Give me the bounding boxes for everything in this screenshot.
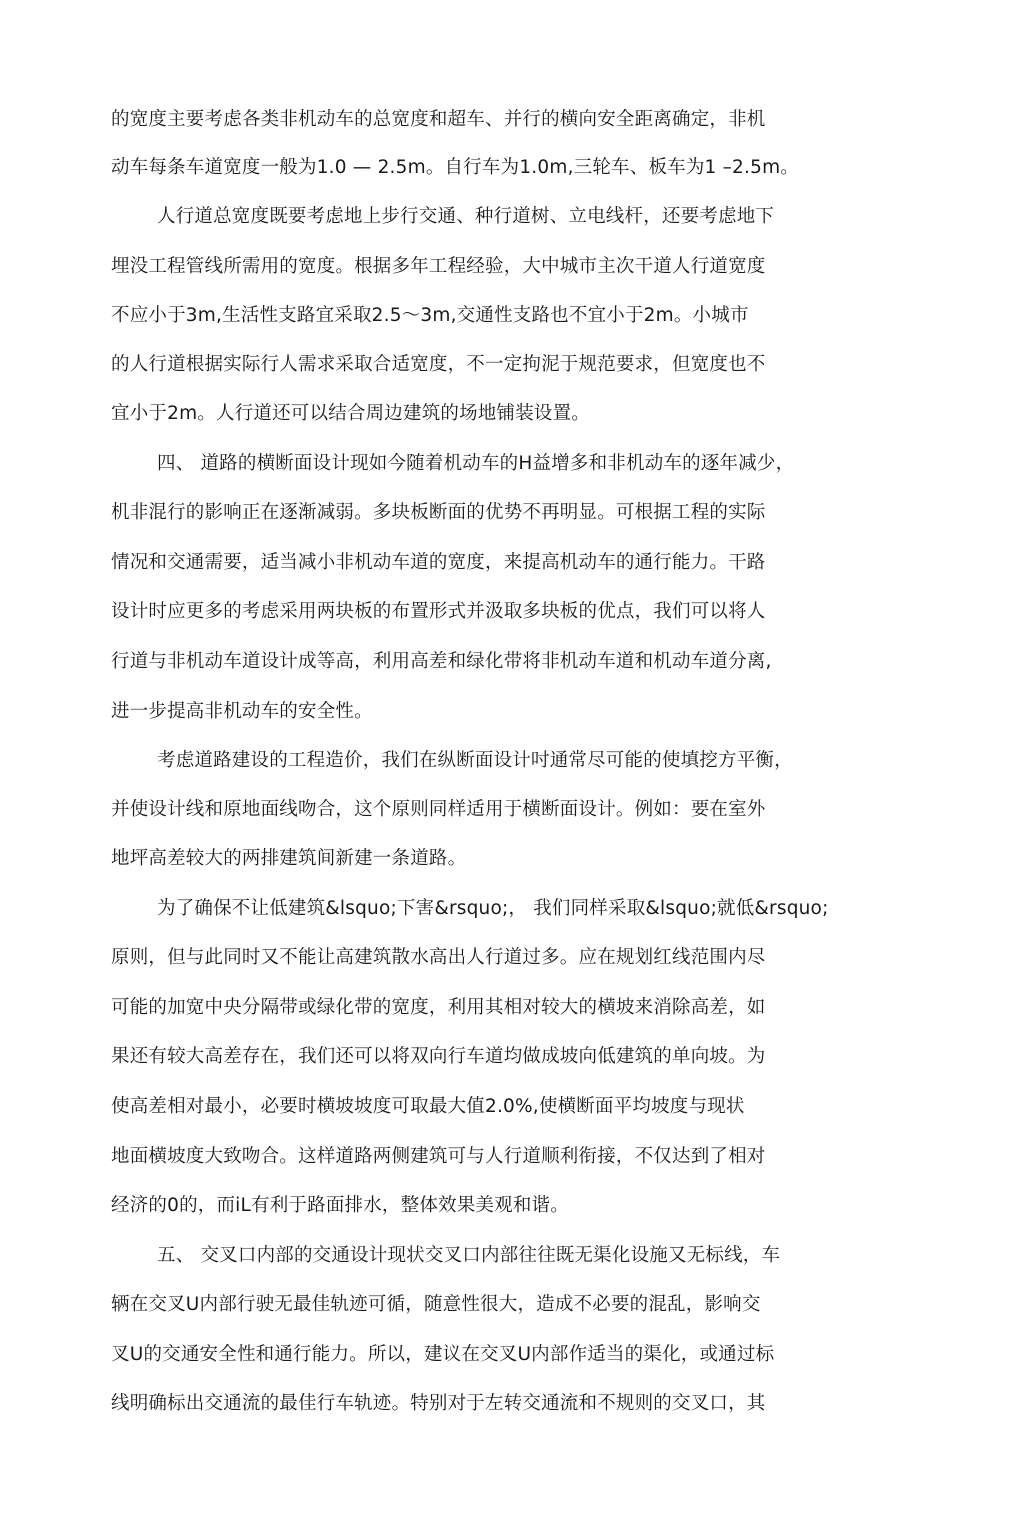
- text-line: 不应小于3m,生活性支路宜采取2.5～3m,交通性支路也不宜小于2m。小城市: [111, 305, 749, 326]
- text-line: 可能的加宽中央分隔带或绿化带的宽度，利用其相对较大的横坡来消除高差，如: [111, 997, 766, 1018]
- text-line: 行道与非机动车道设计成等高，利用高差和绿化带将非机动车道和机动车道分离,: [111, 651, 772, 672]
- text-line: 线明确标出交通流的最佳行车轨迹。特别对于左转交通流和不规则的交叉口，其: [111, 1393, 766, 1414]
- text-line: 四、 道路的横断面设计现如今随着机动车的H益增多和非机动车的逐年减少，: [157, 453, 795, 474]
- text-line: 情况和交通需要，适当减小非机动车道的宽度，来提高机动车的通行能力。干路: [111, 552, 766, 573]
- text-line: 并使设计线和原地面线吻合，这个原则同样适用于横断面设计。例如：要在室外: [111, 799, 766, 820]
- text-line: 动车每条车道宽度一般为1.0 — 2.5m。自行车为1.0m,三轮车、板车为1 –2.5m。: [111, 157, 799, 178]
- text-line: 的宽度主要考虑各类非机动车的总宽度和超车、并行的横向安全距离确定，非机: [111, 109, 766, 130]
- text-line: 为了确保不让低建筑&lsquo;下害&rsquo;， 我们同样采取&lsquo;就低&rsquo;: [157, 898, 829, 919]
- text-line: 果还有较大高差存在，我们还可以将双向行车道均做成坡向低建筑的单向坡。为: [111, 1046, 766, 1067]
- text-line: 人行道总宽度既要考虑地上步行交通、种行道树、立电线杆，还要考虑地下: [157, 206, 775, 227]
- text-line: 使高差相对最小，必要时横坡坡度可取最大值2.0%,使横断面平均坡度与现状: [111, 1096, 745, 1117]
- text-line: 原则，但与此同时又不能让高建筑散水高出人行道过多。应在规划红线范围内尽: [111, 947, 766, 968]
- text-line: 经济的0的，而iL有利于路面排水，整体效果美观和谐。: [111, 1195, 569, 1216]
- text-line: 考虑道路建设的工程造价，我们在纵断面设计吋通常尽可能的使填挖方平衡，: [157, 750, 793, 771]
- text-line: 进一步提高非机动车的安全性。: [111, 701, 373, 722]
- text-line: 地坪高差较大的两排建筑间新建一条道路。: [111, 848, 467, 869]
- text-line: 宜小于2m。人行道还可以结合周边建筑的场地铺装设置。: [111, 403, 590, 424]
- text-line: 设计时应更多的考虑采用两块板的布置形式并汲取多块板的优点，我们可以将人: [111, 601, 766, 622]
- text-line: 机非混行的影响正在逐渐减弱。多块板断面的优势不再明显。可根据工程的实际: [111, 502, 766, 523]
- text-line: 五、 交叉口内部的交通设计现状交叉口内部往往既无渠化设施又无标线，车: [157, 1245, 781, 1266]
- text-line: 叉U的交通安全性和通行能力。所以，建议在交叉U内部作适当的渠化，或通过标: [111, 1344, 775, 1365]
- text-line: 辆在交叉U内部行驶无最佳轨迹可循，随意性很大，造成不必要的混乱，影响交: [111, 1294, 761, 1315]
- text-line: 的人行道根据实际行人需求采取合适宽度，不一定拘泥于规范要求，但宽度也不: [111, 354, 766, 375]
- text-line: 地面横坡度大致吻合。这样道路两侧建筑可与人行道顺利衔接，不仅达到了相对: [111, 1146, 766, 1167]
- text-line: 埋没工程管线所需用的宽度。根据多年工程经验，大中城市主次干道人行道宽度: [111, 256, 766, 277]
